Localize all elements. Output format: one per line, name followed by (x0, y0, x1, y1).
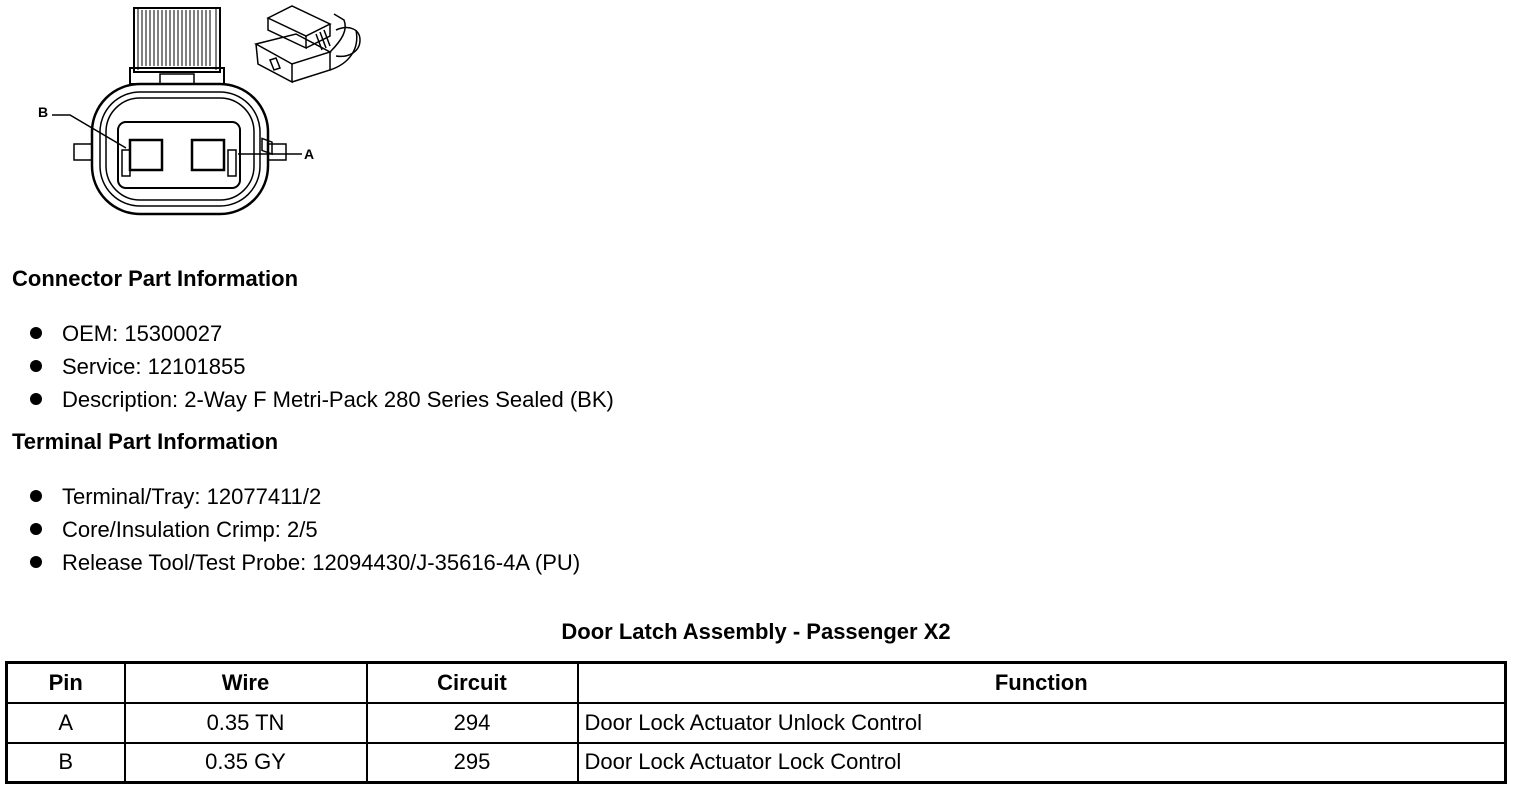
connector-iso-view (256, 6, 360, 154)
header-function: Function (578, 663, 1506, 703)
pin-table (5, 661, 1507, 784)
list-item: Release Tool/Test Probe: 12094430/J-35616-4A (PU) (28, 546, 580, 579)
cell-wire: 0.35 GY (125, 743, 367, 783)
terminal-info-title: Terminal Part Information (12, 429, 279, 454)
cell-function: Door Lock Actuator Unlock Control (578, 703, 1506, 743)
cell-pin: B (7, 743, 125, 783)
bullet-icon (30, 327, 42, 339)
cell-function: Door Lock Actuator Lock Control (578, 743, 1506, 783)
list-item: Service: 12101855 (28, 350, 614, 383)
header-circuit: Circuit (367, 663, 578, 703)
list-item: Core/Insulation Crimp: 2/5 (28, 513, 580, 546)
list-item: Description: 2-Way F Metri-Pack 280 Series Sealed (BK) (28, 383, 614, 416)
cell-pin: A (7, 703, 125, 743)
connector-info-list (28, 317, 614, 416)
bullet-icon (30, 360, 42, 372)
cell-circuit: 294 (367, 703, 578, 743)
cell-wire: 0.35 TN (125, 703, 367, 743)
pin-table-title: Door Latch Assembly - Passenger X2 (561, 619, 951, 644)
bullet-icon (30, 393, 42, 405)
cell-circuit: 295 (367, 743, 578, 783)
header-wire: Wire (125, 663, 367, 703)
connector-info-title: Connector Part Information (12, 266, 299, 291)
list-item: OEM: 15300027 (28, 317, 614, 350)
bullet-icon (30, 523, 42, 535)
header-pin: Pin (7, 663, 125, 703)
table-row (7, 743, 1506, 783)
callout-b-label: B (38, 104, 49, 120)
bullet-icon (30, 556, 42, 568)
connector-diagram (30, 0, 370, 218)
bullet-icon (30, 490, 42, 502)
table-header-row (7, 663, 1506, 703)
terminal-info-list (28, 480, 580, 579)
table-row (7, 703, 1506, 743)
callout-a-label: A (304, 146, 315, 162)
list-item: Terminal/Tray: 12077411/2 (28, 480, 580, 513)
